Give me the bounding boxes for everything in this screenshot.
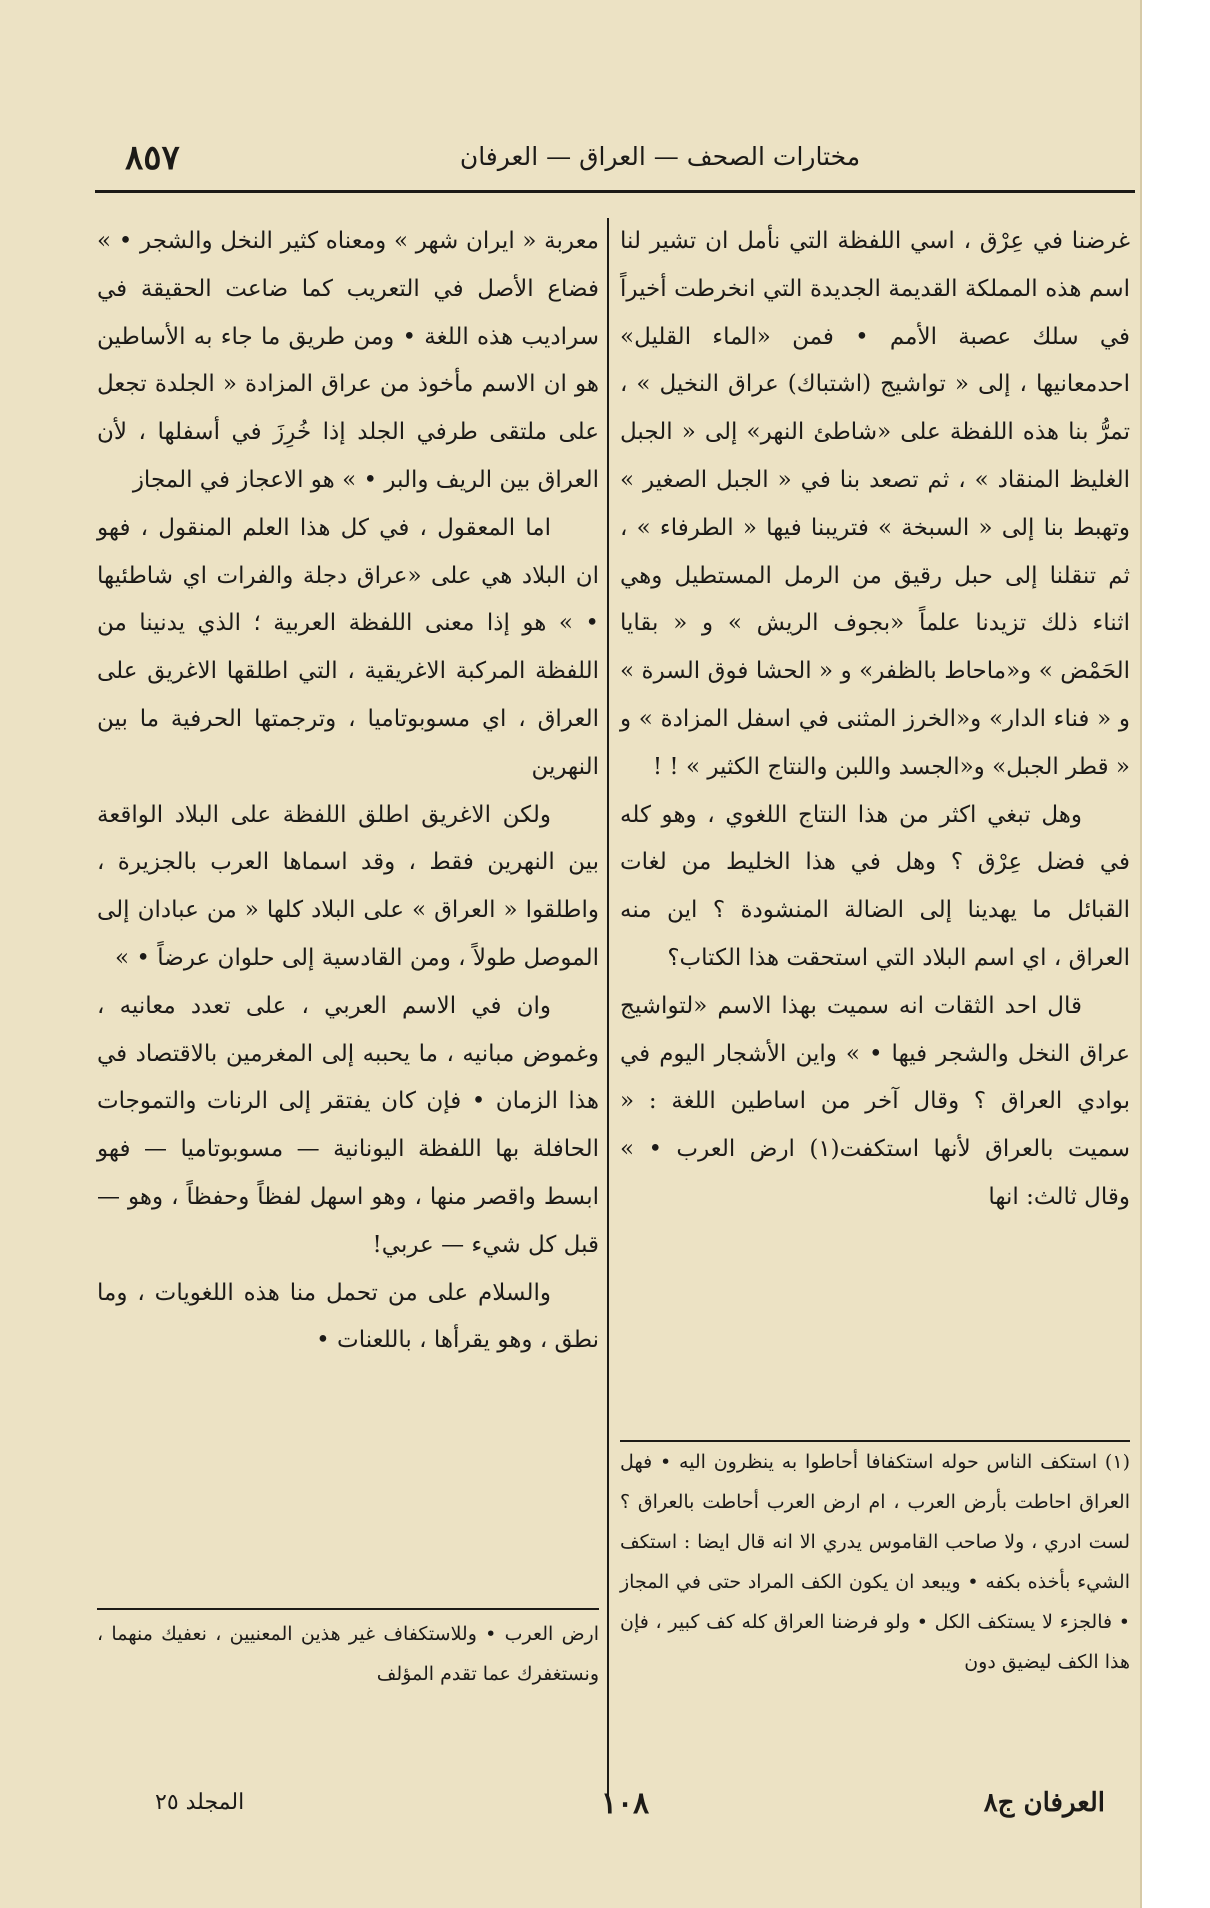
footer-issue: العرفان ج٨ xyxy=(983,1788,1105,1818)
footnote-right: (١) استكف الناس حوله استكفافا أحاطوا به ينظرون اليه • فهل العراق احاطت بأرض العرب ، ام ارض العرب أحاطت بالعراق ؟ لست ادري ، ولا صاحب القاموس يدري الا انه قال ايضا : استكف الشيء بأخذه بكفه • ويبعد ان يكون الكف المراد حتى في المجاز • فالجزء لا يستكف الكل • ولو فرضنا العراق كله كف كبير ، فإن هذا الكف ليضيق دون xyxy=(620,1451,1130,1673)
right-paragraph-3: قال احد الثقات انه سميت بهذا الاسم «لتواشيج عراق النخل والشجر فيها • » واين الأشجار اليوم في بوادي العراق ؟ وقال آخر من اساطين اللغة : « سميت بالعراق لأنها استكفت(١) ارض العرب • » وقال ثالث: انها xyxy=(620,992,1130,1210)
footer-signature-number: ١٠٨ xyxy=(600,1786,650,1821)
right-paragraph-2: وهل تبغي اكثر من هذا النتاج اللغوي ، وهو كله في فضل عِرْق ؟ وهل في هذا الخليط من لغات القبائل ما يهدينا إلى الضالة المنشودة ؟ اين منه العراق ، اي اسم البلاد التي استحقت هذا الكتاب؟ xyxy=(620,801,1130,971)
page-number: ٨٥٧ xyxy=(125,138,180,178)
footnote-left: ارض العرب • وللاستكفاف غير هذين المعنيين ، نعفيك منهما ، ونستغفرك عما تقدم المؤلف xyxy=(97,1623,599,1685)
right-paragraph-1: غرضنا في عِرْق ، اسي اللفظة التي نأمل ان تشير لنا اسم هذه المملكة القديمة الجديدة التي انخرطت أخيراً في سلك عصبة الأمم • فمن «الماء القليل» احدمعانيها ، إلى « تواشيج (اشتباك) عراق النخيل » ، تمرُّ بنا هذه اللفظة على «شاطئ النهر» إلى « الجبل الغليظ المنقاد » ، ثم تصعد بنا في « الجبل الصغير » وتهبط بنا إلى « السبخة » فتريبنا فيها « الطرفاء » ، ثم تنقلنا إلى حبل رقيق من الرمل المستطيل وهي اثناء ذلك تزيدنا علماً «بجوف الريش » و « بقايا الحَمْض » و«ماحاط بالظفر» و « الحشا فوق السرة » و « فناء الدار» و«الخرز المثنى في اسفل المزادة » و « قطر الجبل» و«الجسد واللبن والنتاج الكثير » ! ! xyxy=(620,228,1130,780)
footnote-rule-left xyxy=(97,1608,599,1610)
left-paragraph-3: ولكن الاغريق اطلق اللفظة على البلاد الواقعة بين النهرين فقط ، وقد اسماها العرب بالجزيرة ، واطلقوا « العراق » على البلاد كلها « من عبادان إلى الموصل طولاً ، ومن القادسية إلى حلوان عرضاً • » xyxy=(97,801,599,971)
page-footer xyxy=(95,1786,1135,1836)
running-title: مختارات الصحف — العراق — العرفان xyxy=(459,142,861,171)
left-paragraph-2: اما المعقول ، في كل هذا العلم المنقول ، فهو ان البلاد هي على «عراق دجلة والفرات اي شاطئيها • » هو إذا معنى اللفظة العربية ؛ الذي يدنينا من اللفظة المركبة الاغريقية ، التي اطلقها الاغريق على العراق ، اي مسوبوتاميا ، وترجمتها الحرفية ما بين النهرين xyxy=(97,514,599,780)
page-header xyxy=(95,138,1135,190)
right-column xyxy=(620,218,1130,1222)
left-paragraph-4: وان في الاسم العربي ، على تعدد معانيه ، وغموض مبانيه ، ما يحببه إلى المغرمين بالاقتصاد في هذا الزمان • فإن كان يفتقر إلى الرنات والتموجات الحافلة بها اللفظة اليونانية — مسوبوتاميا — فهو ابسط واقصر منها ، وهو اسهل لفظاً وحفظاً ، وهو — قبل كل شيء — عربي! xyxy=(97,992,599,1258)
left-column xyxy=(97,218,599,1365)
left-paragraph-1: معربة « ايران شهر » ومعناه كثير النخل والشجر • » فضاع الأصل في التعريب كما ضاعت الحقيقة في سراديب هذه اللغة • ومن طريق ما جاء به الأساطين هو ان الاسم مأخوذ من عراق المزادة « الجلدة تجعل على ملتقى طرفي الجلد إذا خُرِزَ في أسفلها ، لأن العراق بين الريف والبر • » هو الاعجاز في المجاز xyxy=(97,228,599,493)
left-paragraph-5: والسلام على من تحمل منا هذه اللغويات ، وما نطق ، وهو يقرأها ، باللعنات • xyxy=(97,1279,599,1354)
header-rule xyxy=(95,190,1135,193)
footer-volume: المجلد ٢٥ xyxy=(155,1790,245,1815)
column-divider xyxy=(607,218,609,1798)
